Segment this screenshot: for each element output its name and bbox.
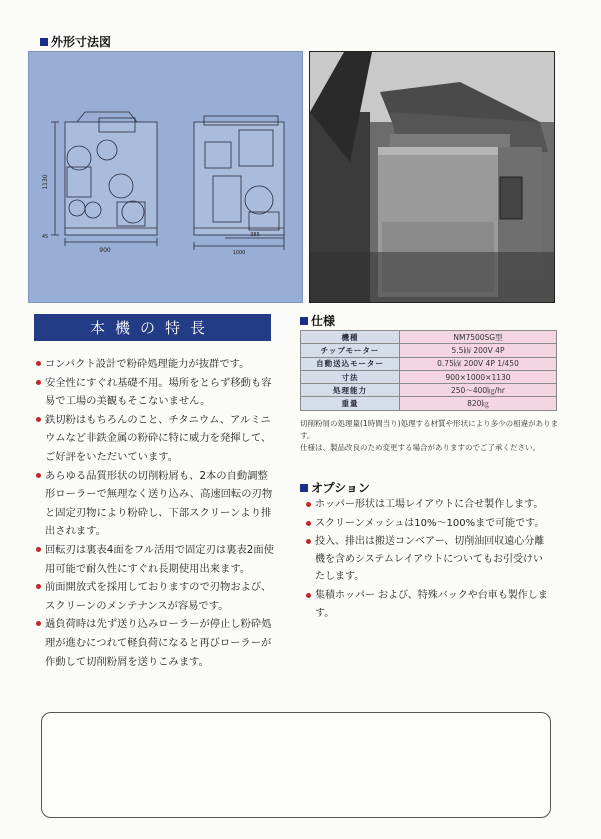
option-item: スクリーンメッシュは10%～100%まで可能です。	[306, 515, 551, 533]
feature-item: 鉄切粉はもちろんのこと、チタニウム、アルミニウムなど非鉄金属の粉砕に特に威力を発揮して、ご好評をいただいています。	[36, 411, 276, 467]
table-row	[301, 397, 557, 410]
outline-title-text: 外形寸法図	[51, 35, 112, 49]
spec-label: 自動送込モーター	[301, 357, 400, 370]
dimension-drawing	[28, 51, 303, 303]
feature-item: 安全性にすぐれ基礎不用。場所をとらず移動も容易で工場の美観もそこないません。	[36, 374, 276, 411]
side-depth-label: 385	[250, 232, 260, 238]
spec-label: チップモーター	[301, 344, 400, 357]
table-row	[301, 370, 557, 383]
spec-note: 仕様は、製品改良のため変更する場合がありますのでご了承ください。	[300, 443, 540, 452]
options-list	[306, 496, 551, 623]
spec-value: 900×1000×1130	[400, 370, 557, 383]
spec-note: 切削粉屑の処理量(1時間当り)処理する材質や形状により多少の相違があります。	[300, 419, 559, 440]
spec-value: 5.5㎾ 200V 4P	[400, 344, 557, 357]
spec-value: 820㎏	[400, 397, 557, 410]
feature-item: 前面開放式を採用しておりますので刃物および、スクリーンのメンテナンスが容易です。	[36, 578, 276, 615]
feature-item: あらゆる品質形状の切削粉屑も、2本の自動調整形ローラーで無理なく送り込み、高速回転の刃物と固定刃物により粉砕し、下部スクリーンより排出されます。	[36, 467, 276, 541]
feature-item: コンパクト設計で粉砕処理能力が抜群です。	[36, 355, 276, 374]
features-banner: 本機の特長	[34, 314, 271, 341]
table-row	[301, 344, 557, 357]
product-photo	[309, 51, 555, 303]
spec-notes	[300, 418, 562, 454]
product-photo-svg	[310, 52, 554, 302]
spec-table	[300, 330, 557, 411]
spec-label: 機種	[301, 331, 400, 344]
options-section-title	[300, 479, 370, 496]
spec-value: 0.75㎾ 200V 4P 1/450	[400, 357, 557, 370]
option-item: 投入、排出は搬送コンベアー、切削油回収遠心分離機を含めシステムレイアウトについてもお引受けいたします。	[306, 533, 551, 586]
table-row	[301, 357, 557, 370]
title-marker-icon	[40, 38, 48, 46]
front-width-label: 900	[99, 247, 111, 254]
option-item: ホッパー形状は工場レイアウトに合せ製作します。	[306, 496, 551, 514]
option-item: 集積ホッパー および、特殊バックや台車も製作します。	[306, 587, 551, 622]
spec-title-text: 仕様	[311, 314, 336, 328]
features-list	[36, 355, 276, 671]
title-marker-icon	[300, 484, 308, 492]
contact-box	[41, 712, 551, 818]
spec-value: NM7500SG型	[400, 331, 557, 344]
table-row	[301, 331, 557, 344]
spec-section-title	[300, 312, 335, 329]
feature-item: 回転刃は裏表4面をフル活用で固定刃は裏表2面使用可能で耐久性にすぐれ長期使用出来ます。	[36, 541, 276, 578]
outline-section-title	[40, 33, 111, 50]
spec-label: 処理能力	[301, 384, 400, 397]
title-marker-icon	[300, 317, 308, 325]
front-base-label: 45	[41, 234, 49, 240]
feature-item: 過負荷時は先ず送り込みローラーが停止し粉砕処理が進むにつれて軽負荷になると再びローラーが作動して切削粉屑を送りこみます。	[36, 615, 276, 671]
front-height-label: 1130	[42, 174, 49, 190]
dimension-drawing-svg	[29, 52, 302, 302]
spec-label: 寸法	[301, 370, 400, 383]
spec-value: 250～400㎏/hr	[400, 384, 557, 397]
side-total-label: 1000	[232, 250, 246, 256]
options-title-text: オプション	[311, 481, 370, 495]
table-row	[301, 384, 557, 397]
spec-label: 重量	[301, 397, 400, 410]
